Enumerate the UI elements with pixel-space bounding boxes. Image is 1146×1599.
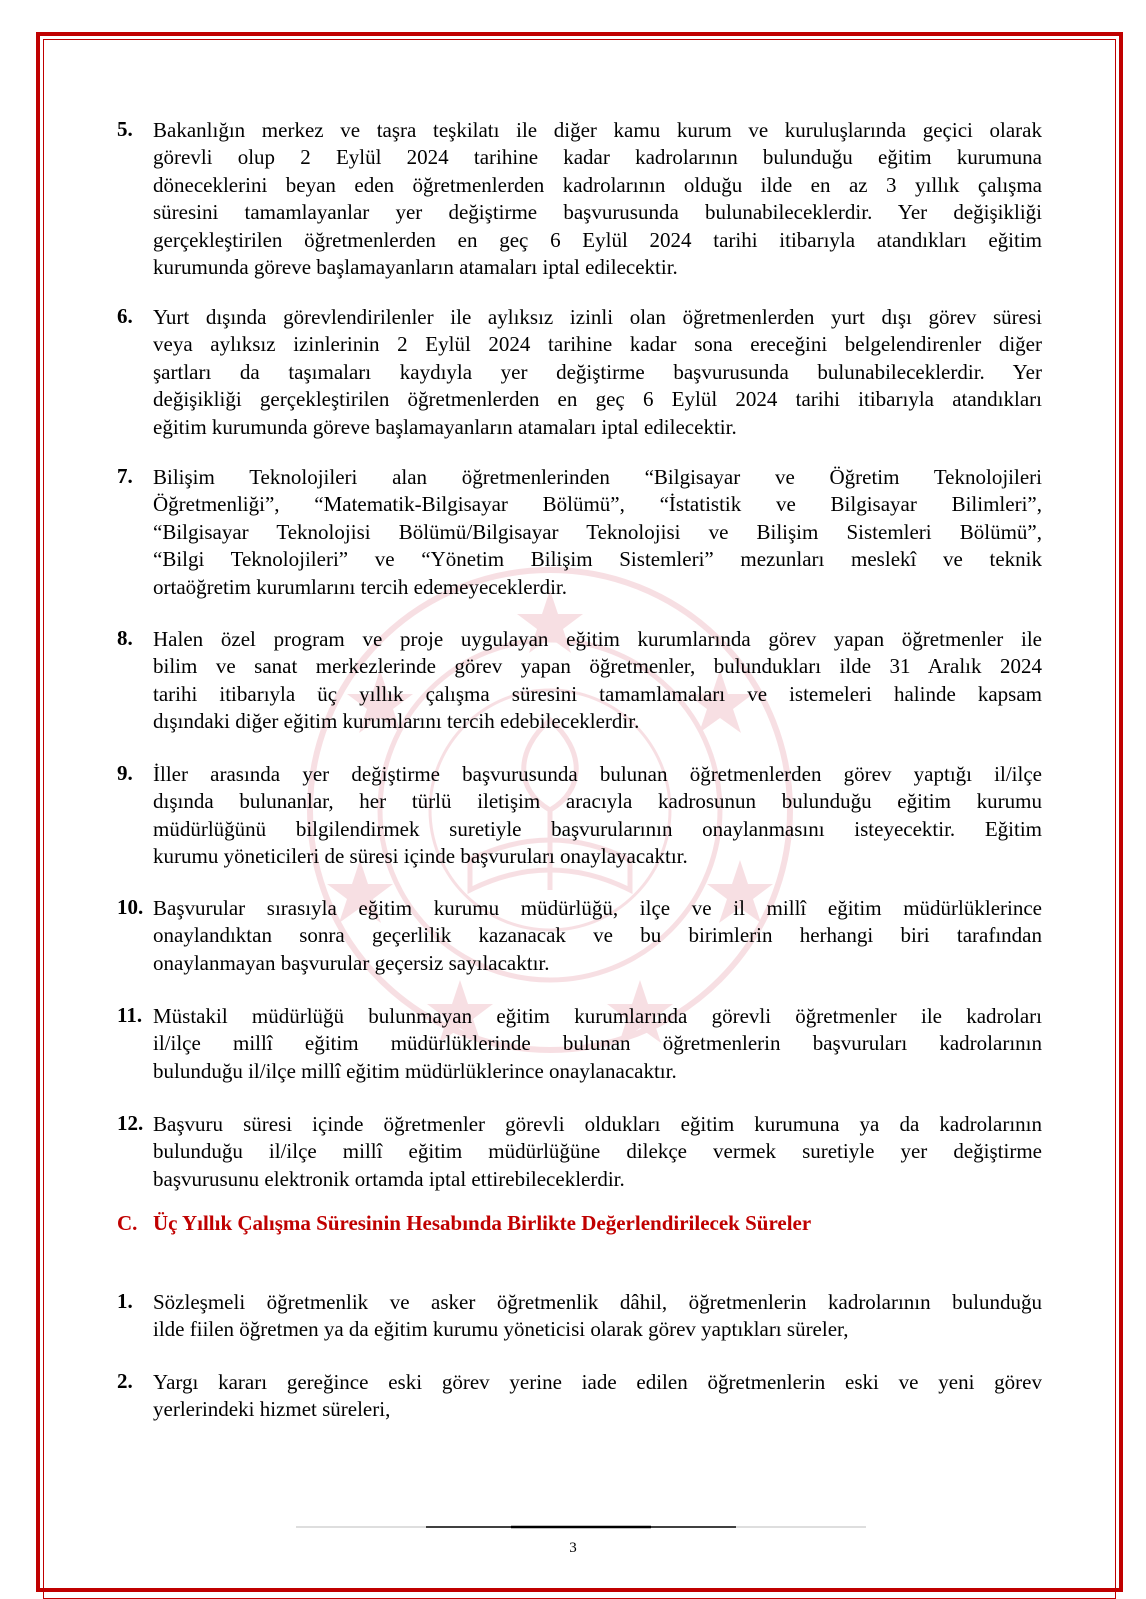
list-item-7-number: 7.	[117, 464, 133, 488]
list-item-9-number: 9.	[117, 761, 133, 785]
list-item-11-line: il/ilçe millî eğitim müdürlüklerinde bulunan öğretmenlerin başvuruları kadrolarının	[153, 1031, 1042, 1056]
list-item-5-line: Bakanlığın merkez ve taşra teşkilatı ile diğer kamu kurum ve kuruluşlarında geçici olarak	[153, 118, 1042, 142]
list-item-6-line: eğitim kurumunda göreve başlamayanların atamaları iptal edilecektir.	[153, 414, 737, 439]
section-item-1-line: Sözleşmeli öğretmenlik ve asker öğretmenlik dâhil, öğretmenlerin kadrolarının bulunduğu	[153, 1290, 1042, 1314]
section-item-1-line: ilde fiilen öğretmen ya da eğitim kurumu yöneticisi olarak görev yaptıkları süreler,	[153, 1317, 849, 1342]
list-item-9-line: müdürlüğünü bilgilendirmek suretiyle başvurularının onaylanmasını isteyecektir. Eğitim	[153, 816, 1042, 841]
list-item-7-line: ortaöğretim kurumlarını tercih edemeyeceklerdir.	[153, 574, 567, 599]
section-item-1-number: 1.	[117, 1289, 133, 1313]
list-item-10-line: onaylanmayan başvurular geçersiz sayılacaktır.	[153, 950, 550, 975]
list-item-11-number: 11.	[117, 1003, 143, 1027]
list-item-8-line: bilim ve sanat merkezlerinde görev yapan öğretmenler, bulundukları ilde 31 Aralık 2024	[153, 654, 1042, 679]
list-item-6-line: Yurt dışında görevlendirilenler ile aylıksız izinli olan öğretmenlerden yurt dışı görev süresi	[153, 305, 1042, 329]
list-item-5-line: görevli olup 2 Eylül 2024 tarihine kadar kadrolarının bulunduğu eğitim kurumuna	[153, 145, 1042, 170]
list-item-10-line: Başvurular sırasıyla eğitim kurumu müdürlüğü, ilçe ve il millî eğitim müdürlüklerince	[153, 896, 1042, 920]
list-item-12-line: bulunduğu il/ilçe millî eğitim müdürlüğüne dilekçe vermek suretiyle yer değiştirme	[153, 1139, 1042, 1164]
list-item-6-line: değişikliği gerçekleştirilen öğretmenlerden en geç 6 Eylül 2024 tarihi itibarıyla atandıkları	[153, 387, 1042, 412]
list-item-6-line: şartları da taşımaları kaydıyla yer değiştirme başvurusunda bulunabileceklerdir. Yer	[153, 359, 1042, 384]
section-item-2-number: 2.	[117, 1369, 133, 1393]
list-item-9-line: dışında bulunanlar, her türlü iletişim aracıyla kadrosunun bulunduğu eğitim kurumu	[153, 789, 1042, 814]
list-item-8-line: dışındaki diğer eğitim kurumlarını tercih edebileceklerdir.	[153, 709, 640, 734]
list-item-7-line: Öğretmenliği”, “Matematik-Bilgisayar Bölümü”, “İstatistik ve Bilgisayar Bilimleri”,	[153, 492, 1042, 517]
list-item-10-line: onaylandıktan sonra geçerlilik kazanacak ve bu birimlerin herhangi biri tarafından	[153, 923, 1042, 948]
list-item-9-line: İller arasında yer değiştirme başvurusunda bulunan öğretmenlerden görev yaptığı il/ilçe	[153, 762, 1042, 786]
list-item-5-line: döneceklerini beyan eden öğretmenlerden kadrolarının olduğu ilde en az 3 yıllık çalışma	[153, 172, 1042, 197]
section-title: Üç Yıllık Çalışma Süresinin Hesabında Birlikte Değerlendirilecek Süreler	[153, 1211, 812, 1235]
list-item-7-line: “Bilgisayar Teknolojisi Bölümü/Bilgisayar Teknolojisi ve Bilişim Sistemleri Bölümü”,	[153, 519, 1042, 544]
list-item-8-line: tarihi itibarıyla üç yıllık çalışma süresini tamamlamaları ve istemeleri halinde kapsam	[153, 681, 1042, 706]
section-letter: C.	[117, 1211, 138, 1235]
footer-divider	[296, 1524, 866, 1530]
list-item-8-number: 8.	[117, 626, 133, 650]
section-item-2-line: yerlerindeki hizmet süreleri,	[153, 1397, 391, 1422]
list-item-11-line: Müstakil müdürlüğü bulunmayan eğitim kurumlarında görevli öğretmenler ile kadroları	[153, 1004, 1042, 1028]
list-item-6-number: 6.	[117, 304, 133, 328]
list-item-11-line: bulunduğu il/ilçe millî eğitim müdürlüklerince onaylanacaktır.	[153, 1058, 677, 1083]
section-heading	[117, 1211, 811, 1236]
section-item-2-line: Yargı kararı gereğince eski görev yerine iade edilen öğretmenlerin eski ve yeni görev	[153, 1370, 1042, 1394]
list-item-5-line: kurumunda göreve başlamayanların atamaları iptal edilecektir.	[153, 255, 678, 279]
list-item-5-number: 5.	[117, 117, 133, 141]
list-item-5-line: gerçekleştirilen öğretmenlerden en geç 6 Eylül 2024 tarihi itibarıyla atandıkları eğitim	[153, 227, 1042, 252]
page-number: 3	[569, 1540, 577, 1556]
list-item-10-number: 10.	[117, 895, 144, 919]
list-item-7-line: “Bilgi Teknolojileri” ve “Yönetim Bilişim Sistemleri” mezunları meslekî ve teknik	[153, 547, 1042, 572]
list-item-6-line: veya aylıksız izinlerinin 2 Eylül 2024 tarihine kadar sona ereceğini belgelendirenler diğer	[153, 332, 1042, 357]
list-item-7-line: Bilişim Teknolojileri alan öğretmenlerinden “Bilgisayar ve Öğretim Teknolojileri	[153, 465, 1042, 489]
list-item-5-line: süresini tamamlayanlar yer değiştirme başvurusunda bulunabileceklerdir. Yer değişikliği	[153, 200, 1042, 225]
list-item-12-line: Başvuru süresi içinde öğretmenler görevli oldukları eğitim kurumuna ya da kadrolarının	[153, 1112, 1042, 1136]
list-item-9-line: kurumu yöneticileri de süresi içinde başvuruları onaylayacaktır.	[153, 844, 688, 869]
list-item-8-line: Halen özel program ve proje uygulayan eğitim kurumlarında görev yapan öğretmenler ile	[153, 627, 1042, 651]
list-item-12-line: başvurusunu elektronik ortamda iptal ettirebileceklerdir.	[153, 1166, 625, 1191]
list-item-12-number: 12.	[117, 1111, 144, 1135]
